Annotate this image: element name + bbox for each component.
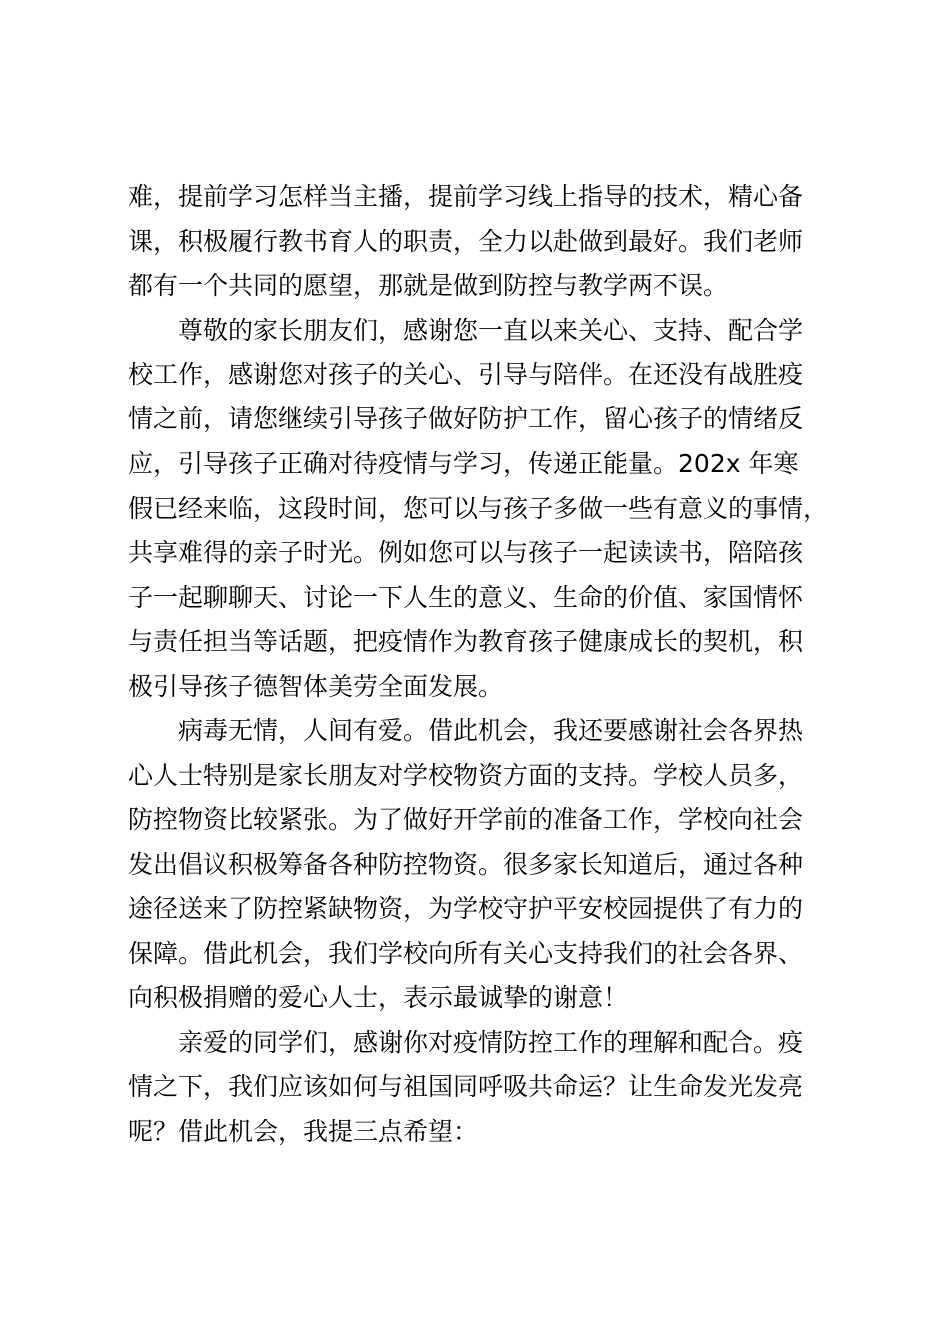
text-line: 难，提前学习怎样当主播，提前学习线上指导的技术，精心备 [128,182,804,211]
text-line: 极引导孩子德智体美劳全面发展。 [128,672,504,701]
text-line: 校工作，感谢您对孩子的关心、引导与陪伴。在还没有战胜疫 [128,360,804,389]
text-line: 途径送来了防控紧缺物资，为学校守护平安校园提供了有力的 [128,894,804,923]
text-line: 向积极捐赠的爱心人士，表示最诚挚的谢意！ [128,983,629,1012]
text-line: 情之下，我们应该如何与祖国同呼吸共命运？让生命发光发亮 [128,1072,804,1101]
text-line: 假已经来临，这段时间，您可以与孩子多做一些有意义的事情， [128,494,829,523]
text-line: 保障。借此机会，我们学校向所有关心支持我们的社会各界、 [128,939,804,968]
text-line: 与责任担当等话题，把疫情作为教育孩子健康成长的契机，积 [128,627,804,656]
paragraph-start-line: 病毒无情，人间有爱。借此机会，我还要感谢社会各界热 [178,716,804,745]
text-line: 都有一个共同的愿望，那就是做到防控与教学两不误。 [128,271,729,300]
text-line: 应，引导孩子正确对待疫情与学习，传递正能量。202x 年寒 [128,449,799,478]
paragraph-start-line: 尊敬的家长朋友们，感谢您一直以来关心、支持、配合学 [178,316,804,345]
paragraph-start-line: 亲爱的同学们，感谢你对疫情防控工作的理解和配合。疫 [178,1028,804,1057]
text-line: 心人士特别是家长朋友对学校物资方面的支持。学校人员多， [128,761,804,790]
text-line: 情之前，请您继续引导孩子做好防护工作，留心孩子的情绪反 [128,404,804,433]
text-line: 课，积极履行教书育人的职责，全力以赴做到最好。我们老师 [128,227,804,256]
text-line: 共享难得的亲子时光。例如您可以与孩子一起读读书，陪陪孩 [128,538,804,567]
text-line: 发出倡议积极筹备各种防控物资。很多家长知道后，通过各种 [128,850,804,879]
text-line: 子一起聊聊天、讨论一下人生的意义、生命的价值、家国情怀 [128,583,804,612]
text-line: 防控物资比较紧张。为了做好开学前的准备工作，学校向社会 [128,805,804,834]
text-line: 呢？借此机会，我提三点希望： [128,1117,479,1146]
